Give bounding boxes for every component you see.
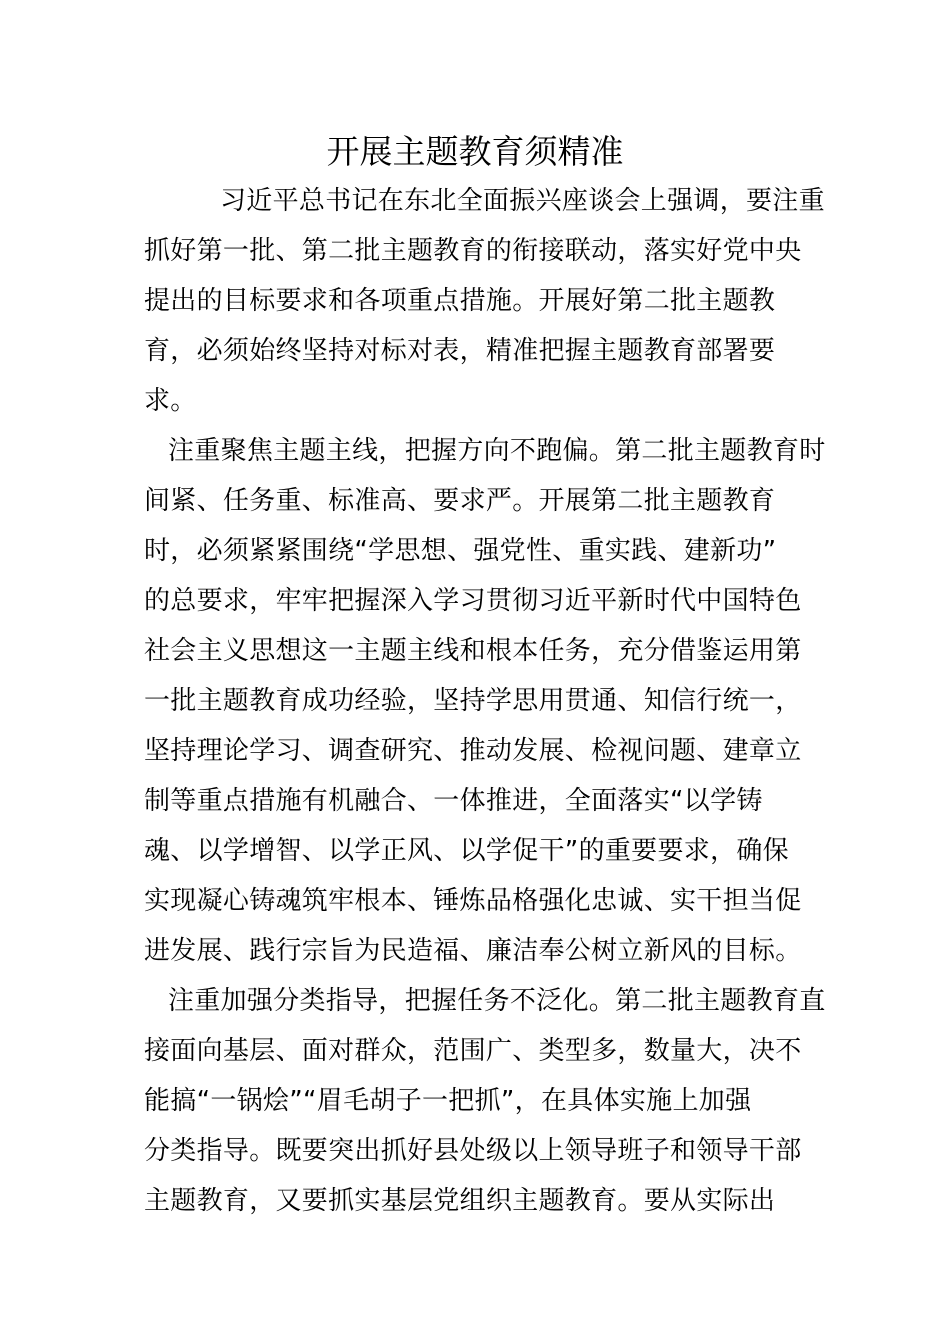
- text-line: 魂、以学增智、以学正风、以学促干”的重要要求，确保: [144, 836, 789, 866]
- text-line: 接面向基层、面对群众，范围广、类型多，数量大，决不: [144, 1036, 802, 1066]
- paragraph: [144, 976, 826, 1226]
- text-line: 坚持理论学习、调查研究、推动发展、检视问题、建章立: [144, 736, 802, 766]
- text-line: 育，必须始终坚持对标对表，精准把握主题教育部署要: [144, 336, 776, 366]
- text-line: 注重加强分类指导，把握任务不泛化。第二批主题教育直: [168, 986, 826, 1016]
- paragraph: [144, 176, 825, 426]
- text-line: 间紧、任务重、标准高、要求严。开展第二批主题教育: [144, 486, 776, 516]
- text-line: 能搞“一锅烩”“眉毛胡子一把抓”，在具体实施上加强: [144, 1086, 752, 1116]
- text-line: 分类指导。既要突出抓好县处级以上领导班子和领导干部: [144, 1136, 802, 1166]
- text-line: 注重聚焦主题主线，把握方向不跑偏。第二批主题教育时: [168, 436, 826, 466]
- text-line: 社会主义思想这一主题主线和根本任务，充分借鉴运用第: [144, 636, 802, 666]
- text-line: 抓好第一批、第二批主题教育的衔接联动，落实好党中央: [144, 236, 802, 266]
- document-body: [144, 176, 826, 1226]
- text-line: 实现凝心铸魂筑牢根本、锤炼品格强化忠诚、实干担当促: [144, 886, 802, 916]
- paragraph: [144, 426, 826, 976]
- text-line: 一批主题教育成功经验，坚持学思用贯通、知信行统一，: [144, 686, 802, 716]
- text-line: 提出的目标要求和各项重点措施。开展好第二批主题教: [144, 286, 776, 316]
- text-line: 制等重点措施有机融合、一体推进，全面落实“以学铸: [144, 786, 763, 816]
- text-line: 习近平总书记在东北全面振兴座谈会上强调，要注重: [220, 186, 825, 216]
- text-line: 主题教育，又要抓实基层党组织主题教育。要从实际出: [144, 1186, 776, 1216]
- document-title: 开展主题教育须精准: [326, 132, 624, 171]
- text-line: 进发展、践行宗旨为民造福、廉洁奉公树立新风的目标。: [144, 936, 802, 966]
- text-line: 的总要求，牢牢把握深入学习贯彻习近平新时代中国特色: [144, 586, 802, 616]
- text-line: 时，必须紧紧围绕“学思想、强党性、重实践、建新功”: [144, 536, 777, 566]
- text-line: 求。: [144, 386, 197, 416]
